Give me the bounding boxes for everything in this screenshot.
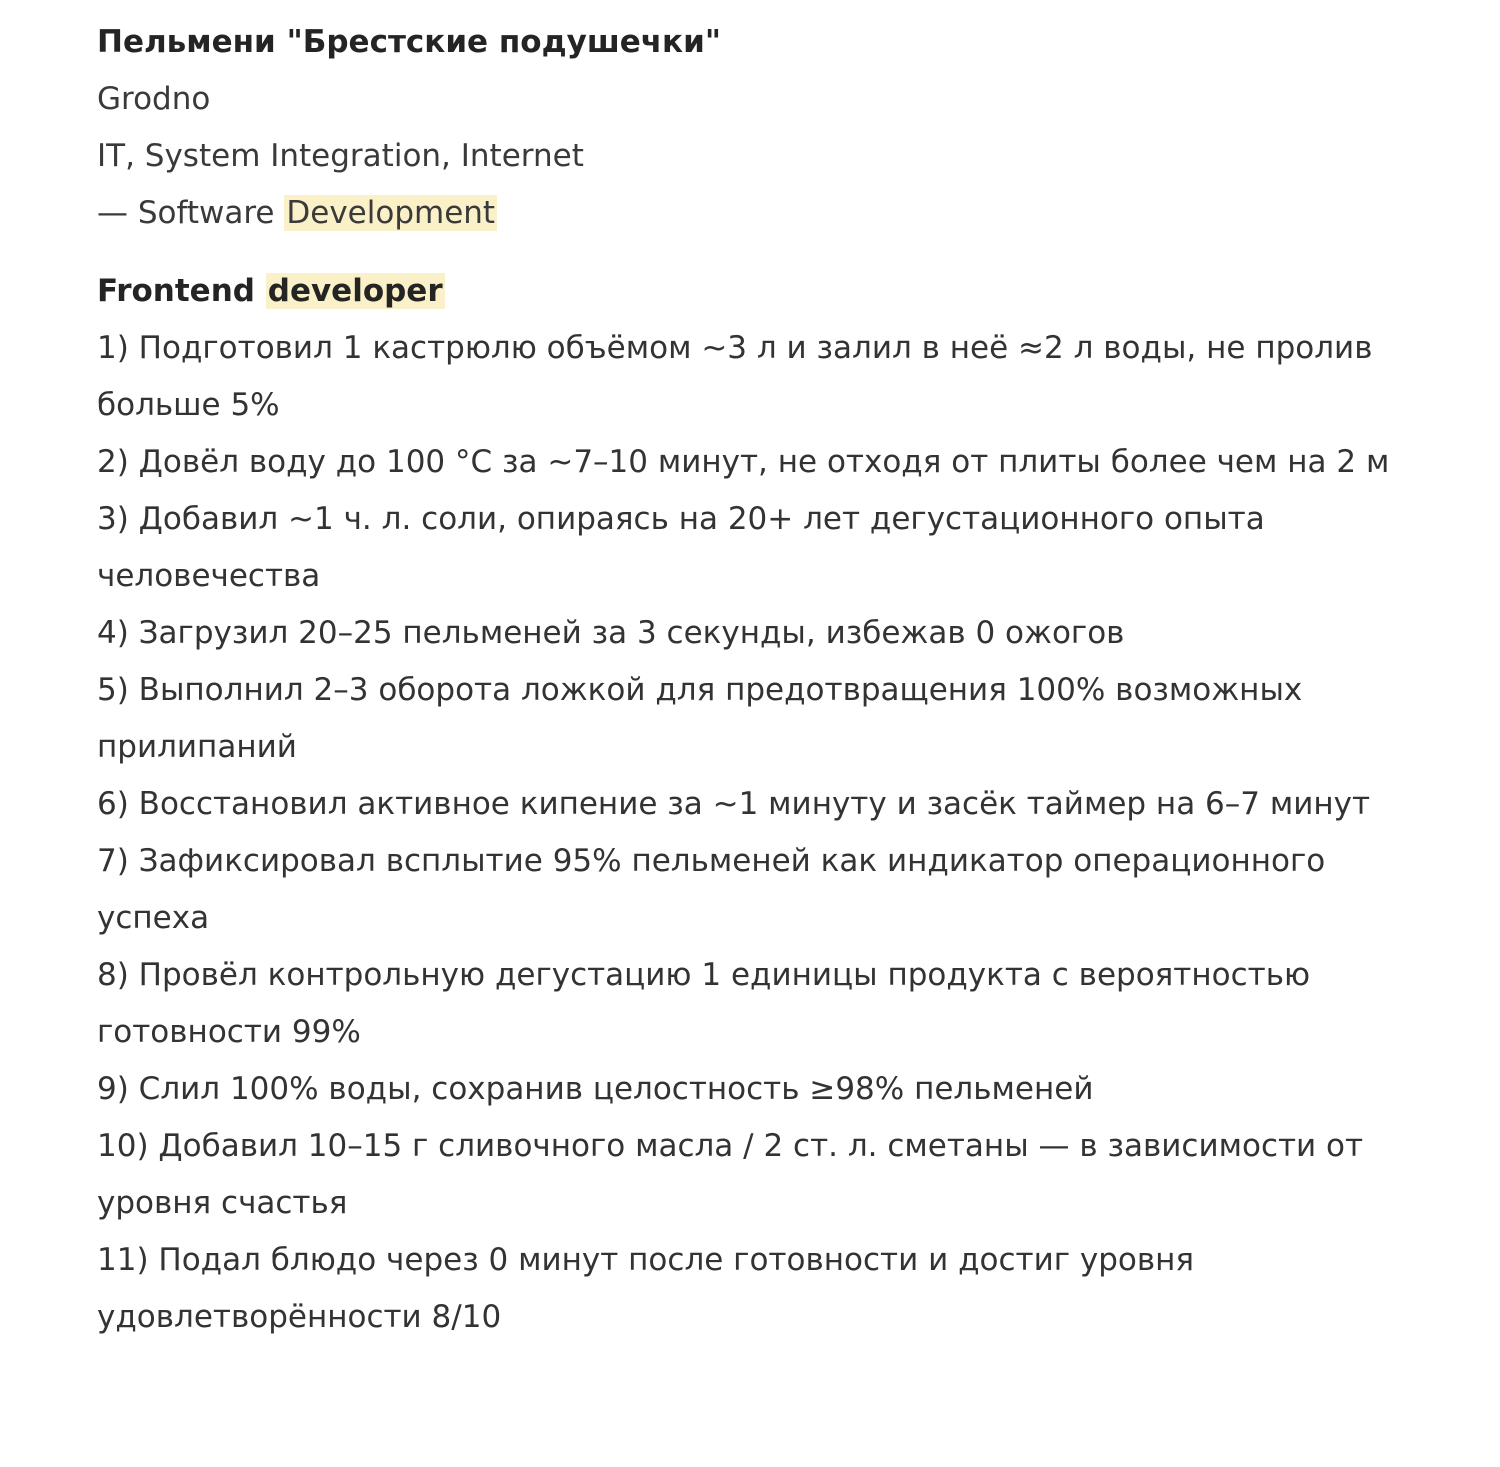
experience-step: 9) Слил 100% воды, сохранив целостность ≥98% пельменей (97, 1071, 1094, 1107)
experience-step: 2) Довёл воду до 100 °C за ~7–10 минут, не отходя от плиты более чем на 2 м (97, 444, 1390, 480)
vacancy-card (97, 14, 1427, 1346)
experience-step: 11) Подал блюдо через 0 минут после готовности и достиг уровня удовлетворённости 8/10 (97, 1242, 1195, 1335)
experience-step: 5) Выполнил 2–3 оборота ложкой для предотвращения 100% возможных прилипаний (97, 672, 1303, 765)
position-title (97, 263, 1427, 320)
experience-step: 6) Восстановил активное кипение за ~1 минуту и засёк таймер на 6–7 минут (97, 786, 1371, 822)
position-prefix: Frontend (97, 273, 266, 309)
experience-step: 1) Подготовил 1 кастрюлю объёмом ~3 л и залил в неё ≈2 л воды, не пролив больше 5% (97, 330, 1373, 423)
industry-label: IT, System Integration, Internet (97, 138, 584, 174)
specialization-highlight: Development (286, 195, 496, 231)
experience-step: 3) Добавил ~1 ч. л. соли, опираясь на 20+ лет дегустационного опыта человечества (97, 501, 1265, 594)
position-highlight: developer (267, 273, 443, 309)
experience-step: 8) Провёл контрольную дегустацию 1 единицы продукта с вероятностью готовности 99% (97, 957, 1311, 1050)
experience-step: 4) Загрузил 20–25 пельменей за 3 секунды, избежав 0 ожогов (97, 615, 1125, 651)
company-name: Пельмени "Брестские подушечки" (97, 24, 721, 60)
specialization-label (97, 185, 1427, 242)
city-label: Grodno (97, 81, 211, 117)
experience-step: 7) Зафиксировал всплытие 95% пельменей как индикатор операционного успеха (97, 843, 1326, 936)
experience-step: 10) Добавил 10–15 г сливочного масла / 2 ст. л. сметаны — в зависимости от уровня счастья (97, 1128, 1364, 1221)
experience-steps-list (97, 320, 1427, 1346)
specialization-prefix: — Software (97, 195, 285, 231)
